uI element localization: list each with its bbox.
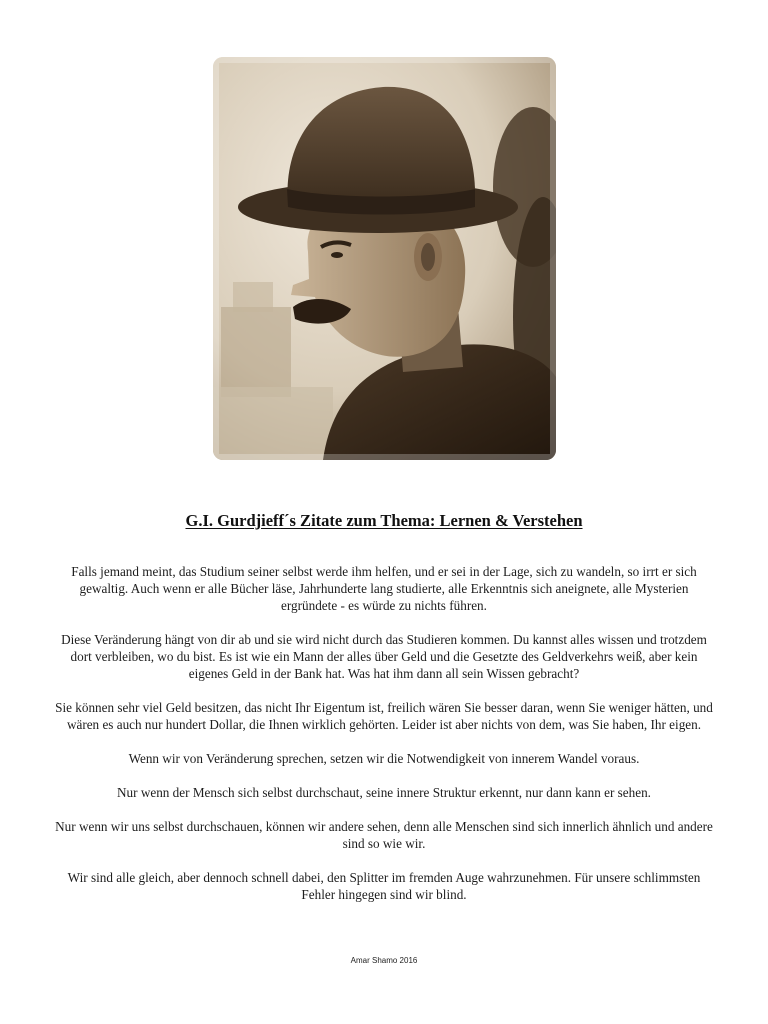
portrait-illustration	[213, 57, 556, 460]
quote-paragraph: Diese Veränderung hängt von dir ab und sie wird nicht durch das Studieren kommen. Du kannst alles wissen und trotzdem dort verbleiben, wo du bist. Es ist wie ein Mann der alles über Geld und die Gesetzte des Geldverkehrs weiß, aber kein eigenes Geld in der Bank hat. Was hat ihm dann all sein Wissen gebracht?	[61, 632, 707, 681]
quote-paragraph: Nur wenn wir uns selbst durchschauen, können wir andere sehen, denn alle Menschen sind sich innerlich ähnlich und andere sind so wie wir.	[55, 819, 713, 851]
portrait-photo	[213, 57, 556, 460]
quote-paragraph: Falls jemand meint, das Studium seiner selbst werde ihm helfen, und er sei in der Lage, sich zu wandeln, so irrt er sich gewaltig. Auch wenn er alle Bücher läse, Jahrhunderte lang studierte, alle Erkenntnis sich aneignete, alle Mysterien ergründete - es würde zu nichts führen.	[71, 564, 697, 613]
page-title: G.I. Gurdjieff´s Zitate zum Thema: Lernen & Verstehen	[185, 511, 583, 530]
quote-paragraph: Wir sind alle gleich, aber dennoch schnell dabei, den Splitter im fremden Auge wahrzunehmen. Für unsere schlimmsten Fehler hingegen sind wir blind.	[67, 870, 701, 902]
quote-text-body	[50, 563, 718, 920]
quote-paragraph: Nur wenn der Mensch sich selbst durchschaut, seine innere Struktur erkennt, nur dann kann er sehen.	[117, 785, 651, 800]
quote-paragraph: Wenn wir von Veränderung sprechen, setzen wir die Notwendigkeit von innerem Wandel voraus.	[128, 751, 640, 766]
quote-paragraph: Sie können sehr viel Geld besitzen, das nicht Ihr Eigentum ist, freilich wären Sie besser daran, wenn Sie weniger hätten, und wären es auch nur hundert Dollar, die Ihnen wirklich gehörten. Leider ist aber nichts von dem, was Sie haben, Ihr eigen.	[55, 700, 713, 732]
footer-credit: Amar Shamo 2016	[350, 956, 418, 965]
